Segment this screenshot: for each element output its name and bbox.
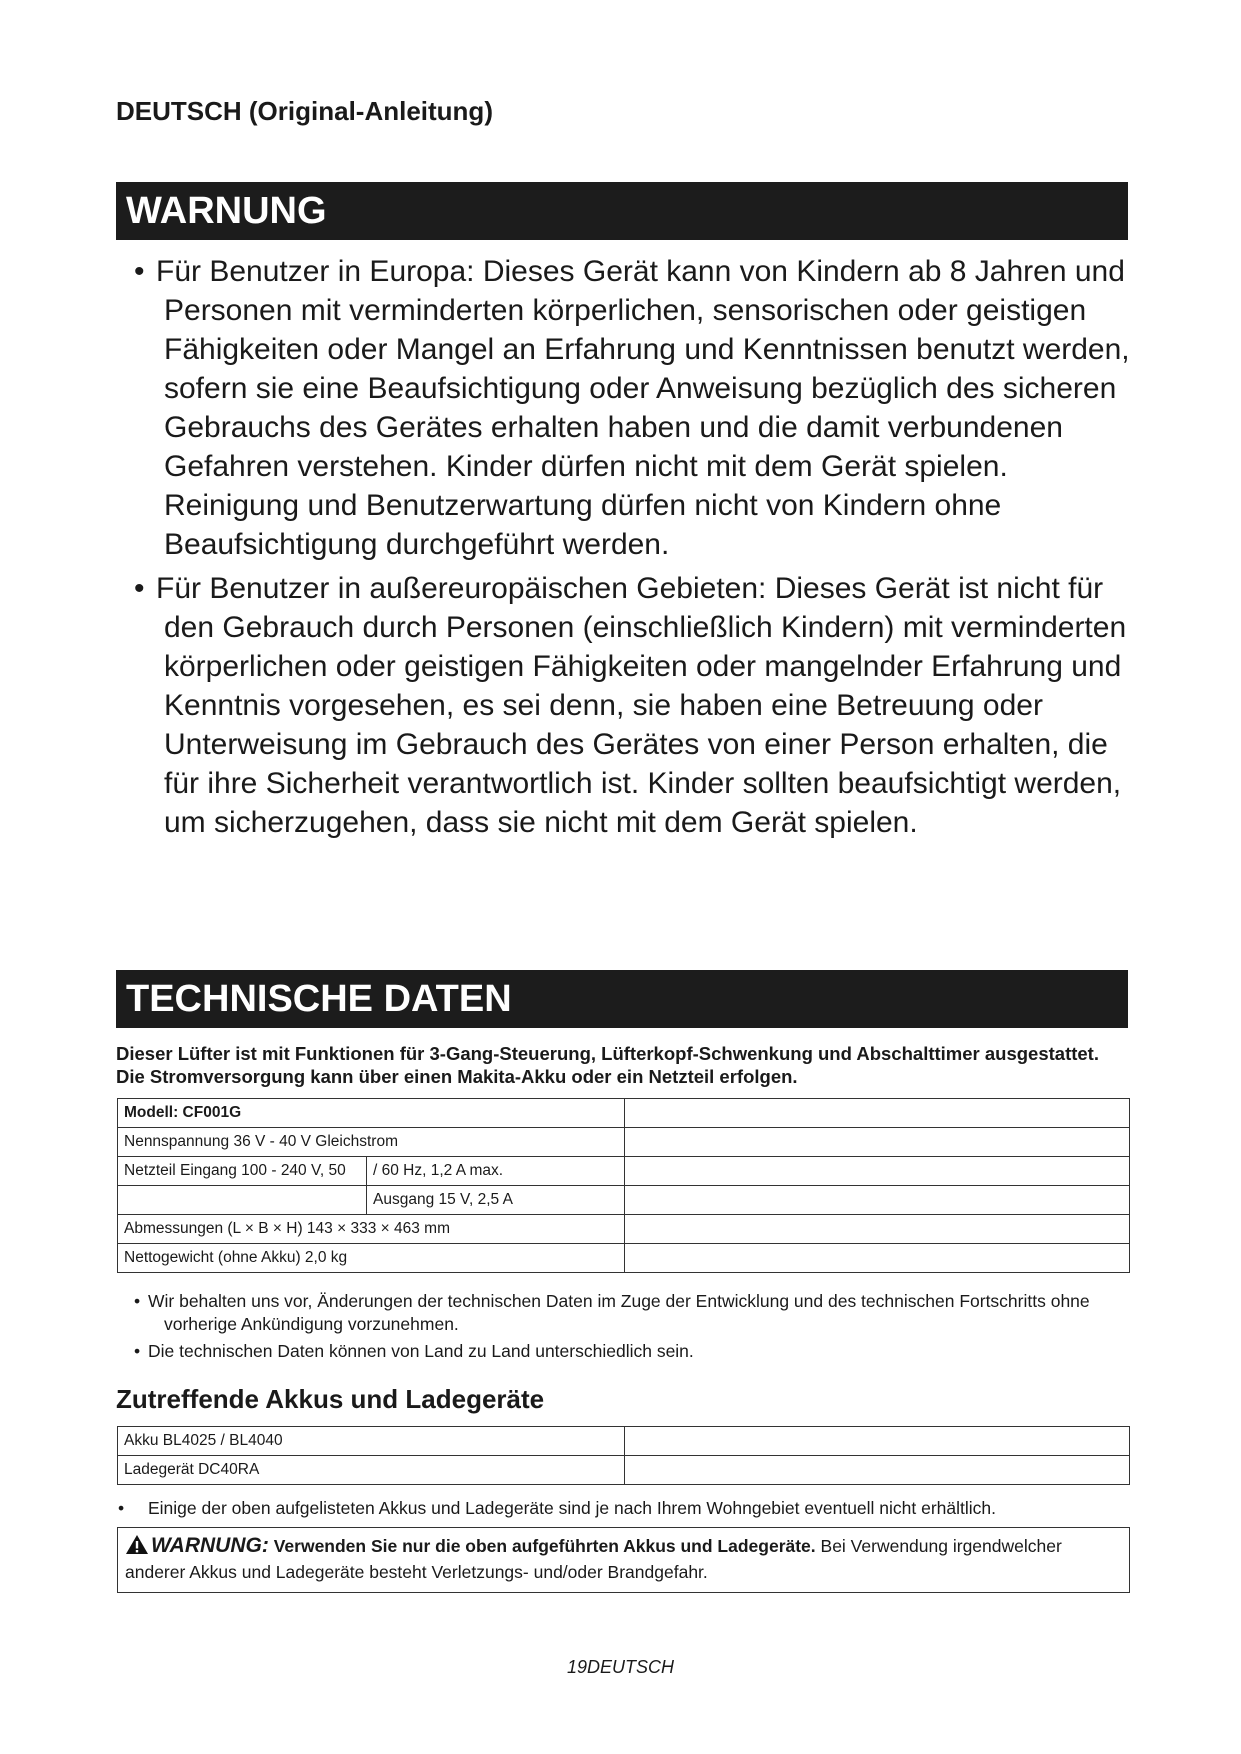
spec-rated-voltage: Nennspannung 36 V - 40 V Gleichstrom xyxy=(118,1128,625,1157)
charger-empty-cell xyxy=(625,1456,1130,1485)
spec-table xyxy=(117,1098,1130,1273)
spec-empty-cell xyxy=(625,1215,1130,1244)
document-language-heading: DEUTSCH (Original-Anleitung) xyxy=(116,96,493,126)
table-row xyxy=(118,1427,1130,1456)
battery-warning-box xyxy=(117,1527,1130,1593)
warning-item-non-europe: • Für Benutzer in außereuropäischen Gebieten: Dieses Gerät ist nicht für den Gebrauch durch Personen (einschließlich Kindern) mit verminderten körperlichen oder geistigen Fähigkeiten oder mangelnder Erfahrung und Kenntnis vorgesehen, es sei denn, sie haben eine Betreuung oder Unterweisung im Gebrauch des Gerätes von einer Person erhalten, die für ihre Sicherheit verantwortlich ist. Kinder sollten beaufsichtigt werden, um sicherzugehen, dass sie nicht mit dem Gerät spielen. xyxy=(112,569,1142,842)
spec-empty-cell xyxy=(625,1128,1130,1157)
bullet-icon: • xyxy=(134,255,145,288)
tech-data-section-title: TECHNISCHE DATEN xyxy=(116,970,1128,1028)
spec-empty-cell xyxy=(625,1157,1130,1186)
warning-section-title: WARNUNG xyxy=(116,182,1128,240)
page-footer: 19DEUTSCH xyxy=(566,1657,675,1677)
table-row xyxy=(118,1215,1130,1244)
table-row xyxy=(118,1157,1130,1186)
spec-empty-cell xyxy=(625,1244,1130,1273)
warning-list xyxy=(112,252,1142,847)
spec-model: Modell: CF001G xyxy=(118,1099,625,1128)
bullet-icon: • xyxy=(118,1498,125,1518)
spec-adapter-input-value: / 60 Hz, 1,2 A max. xyxy=(367,1157,625,1186)
battery-models: Akku BL4025 / BL4040 xyxy=(118,1427,625,1456)
warning-item-europe: • Für Benutzer in Europa: Dieses Gerät kann von Kindern ab 8 Jahren und Personen mit verminderten körperlichen, sensorischen oder geistigen Fähigkeiten oder Mangel an Erfahrung und Kenntnissen benutzt werden, sofern sie eine Beaufsichtigung oder Anweisung bezüglich des sicheren Gebrauchs des Gerätes erhalten haben und die damit verbundenen Gefahren verstehen. Kinder dürfen nicht mit dem Gerät spielen. Reinigung und Benutzerwartung dürfen nicht von Kindern ohne Beaufsichtigung durchgeführt werden. xyxy=(112,252,1142,564)
charger-model: Ladegerät DC40RA xyxy=(118,1456,625,1485)
bullet-icon: • xyxy=(134,572,145,605)
warning-label: WARNUNG: xyxy=(151,1534,269,1557)
bullet-icon: • xyxy=(134,1291,141,1311)
tech-data-intro: Dieser Lüfter ist mit Funktionen für 3-Gang-Steuerung, Lüfterkopf-Schwenkung und Abschalttimer ausgestattet. Die Stromversorgung kann über einen Makita-Akku oder ein Netzteil erfolgen. xyxy=(116,1043,1099,1087)
spec-adapter-output: Ausgang 15 V, 2,5 A xyxy=(367,1186,625,1215)
table-row xyxy=(118,1244,1130,1273)
table-row xyxy=(118,1456,1130,1485)
list-item: • Wir behalten uns vor, Änderungen der technischen Daten im Zuge der Entwicklung und des technischen Fortschritts ohne vorherige Ankündigung vorzunehmen. xyxy=(134,1291,1090,1334)
spec-net-weight: Nettogewicht (ohne Akku) 2,0 kg xyxy=(118,1244,625,1273)
bullet-icon: • xyxy=(134,1341,141,1361)
battery-empty-cell xyxy=(625,1427,1130,1456)
spec-merged-cell xyxy=(118,1186,367,1215)
spec-dimensions: Abmessungen (L × B × H) 143 × 333 × 463 mm xyxy=(118,1215,625,1244)
table-row xyxy=(118,1128,1130,1157)
table-row xyxy=(118,1186,1130,1215)
table-row xyxy=(118,1099,1130,1128)
spec-empty-cell xyxy=(625,1186,1130,1215)
list-item: • Die technischen Daten können von Land zu Land unterschiedlich sein. xyxy=(134,1341,694,1361)
warning-text: Bei Verwendung irgendwelcher anderer Akkus und Ladegeräte besteht Verletzungs- und/oder Brandgefahr. xyxy=(125,1536,1062,1582)
spec-empty-cell xyxy=(625,1099,1130,1128)
warning-triangle-icon xyxy=(125,1534,149,1561)
batteries-heading: Zutreffende Akkus und Ladegeräte xyxy=(116,1384,545,1414)
batteries-table xyxy=(117,1426,1130,1485)
spec-adapter-input-label: Netzteil Eingang 100 - 240 V, 50 xyxy=(118,1157,367,1186)
availability-note: • Einige der oben aufgelisteten Akkus und Ladegeräte sind je nach Ihrem Wohngebiet eventuell nicht erhältlich. xyxy=(118,1498,997,1518)
tech-notes-list xyxy=(118,1290,1118,1367)
warning-bold-text: Verwenden Sie nur die oben aufgeführten Akkus und Ladegeräte. xyxy=(273,1536,816,1556)
